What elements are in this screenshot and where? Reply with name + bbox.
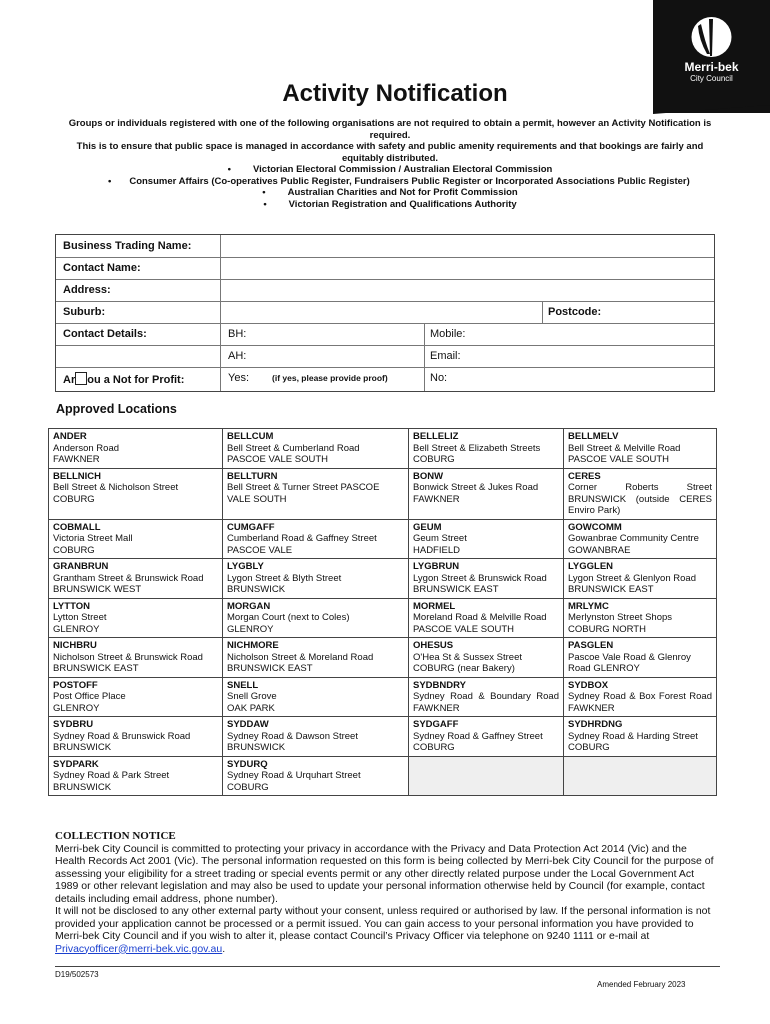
location-code: LYTTON <box>53 600 90 612</box>
location-cell <box>49 559 223 599</box>
location-line: GLENROY <box>227 623 274 635</box>
location-cell <box>409 717 564 757</box>
location-line: COBURG <box>413 742 455 753</box>
locations-table <box>48 428 717 796</box>
location-line: OAK PARK <box>227 702 275 714</box>
location-code: NICHMORE <box>227 640 279 651</box>
location-code: OHESUS <box>413 640 454 651</box>
no-label: No: <box>430 372 448 384</box>
logo-subtext: City Council <box>690 74 733 83</box>
location-code: BELLTURN <box>227 470 278 482</box>
location-row <box>49 756 717 796</box>
privacy-email-link[interactable]: Privacyofficer@merri-bek.vic.gov.au <box>55 942 223 955</box>
location-row <box>49 598 717 638</box>
location-cell <box>223 756 409 796</box>
location-cell <box>564 638 717 678</box>
location-code: SYDDAW <box>227 719 269 730</box>
notice-text: It will not be disclosed to any other external party without your consent, unless required or authorised by law. If the personal information is not provided your application cannot be processed or a permit issued. You can gain access to your personal information you have provided to Merri-bek City Council and if you wish to alter it, please contact Council’s Privacy Officer via telephone on 9240 1111 or e-mail at <box>55 905 711 942</box>
location-line: BRUNSWICK EAST <box>568 584 654 595</box>
location-line: BRUNSWICK WEST <box>53 584 142 595</box>
business-name-row[interactable] <box>56 235 714 258</box>
intro-bullet <box>60 187 720 199</box>
location-line: Bell Street & Turner Street PASCOE VALE SOUTH <box>227 482 380 505</box>
location-cell <box>564 598 717 638</box>
not-for-profit-checkbox[interactable] <box>75 372 87 385</box>
ah-label: AH: <box>228 350 247 362</box>
location-line: PASCOE VALE <box>227 544 293 556</box>
location-row <box>49 429 717 469</box>
location-code: CUMGAFF <box>227 521 275 533</box>
location-cell <box>409 468 564 519</box>
location-line: Bell Street & Nicholson Street <box>53 482 179 493</box>
location-code: SYDBOX <box>568 679 609 691</box>
location-line: Geum Street <box>413 533 467 544</box>
location-line: Sydney Road & Harding Street <box>568 730 698 742</box>
location-line: Sydney Road & Gaffney Street <box>413 730 543 742</box>
intro-bullet <box>60 176 720 188</box>
location-cell <box>223 429 409 469</box>
location-code: LYGGLEN <box>568 561 614 572</box>
contact-name-row[interactable] <box>56 257 714 280</box>
footer-rule <box>55 966 720 967</box>
location-line: GLENROY <box>53 623 100 635</box>
document-reference: D19/502573 <box>55 970 99 979</box>
nfp-label-b: ou a Not for Profit: <box>87 374 185 386</box>
contact-details-label: Contact Details: <box>63 328 147 340</box>
location-line: Nicholson Street & Moreland Road <box>227 651 374 663</box>
location-code: MORGAN <box>227 600 271 612</box>
intro-text <box>60 118 720 210</box>
postcode-label: Postcode: <box>548 306 602 318</box>
address-label: Address: <box>63 284 111 296</box>
location-code: BELLNICH <box>53 470 102 482</box>
location-line: Corner Roberts Street BRUNSWICK (outside CERES Enviro Park) <box>568 482 712 516</box>
location-line: BRUNSWICK EAST <box>227 663 313 674</box>
location-line: Bell Street & Elizabeth Streets <box>413 442 541 454</box>
empty-location-cell <box>564 756 717 796</box>
bullet-text: Consumer Affairs (Co-operatives Public Register, Fundraisers Public Register or Incorporated Associations Public Register) <box>129 175 690 187</box>
location-line: COBURG <box>413 454 455 465</box>
contact-details-row[interactable] <box>56 323 714 346</box>
location-cell <box>409 638 564 678</box>
location-cell <box>409 598 564 638</box>
location-cell <box>49 638 223 678</box>
location-code: PASGLEN <box>568 640 614 651</box>
location-line: Sydney Road & Box Forest Road FAWKNER <box>568 691 712 714</box>
location-line: COBURG (near Bakery) <box>413 663 515 674</box>
logo-text: Merri-bek <box>684 60 739 74</box>
location-code: LYGBLY <box>227 561 264 572</box>
empty-location-cell <box>409 756 564 796</box>
location-code: GEUM <box>413 521 442 533</box>
location-line: PASCOE VALE SOUTH <box>227 454 329 465</box>
page-title: Activity Notification <box>282 80 508 107</box>
address-row[interactable] <box>56 279 714 302</box>
location-code: SYDURQ <box>227 758 268 770</box>
location-code: LYGBRUN <box>413 561 460 572</box>
location-line: PASCOE VALE SOUTH <box>413 623 515 635</box>
location-cell <box>409 519 564 559</box>
location-line: Grantham Street & Brunswick Road <box>53 572 204 584</box>
location-line: GOWANBRAE <box>568 544 631 556</box>
location-line: Sydney Road & Park Street <box>53 770 170 781</box>
location-line: BRUNSWICK <box>227 584 286 595</box>
location-line: HADFIELD <box>413 544 460 556</box>
location-cell <box>564 519 717 559</box>
location-row <box>49 519 717 559</box>
location-line: BRUNSWICK <box>53 781 112 793</box>
location-line: Bell Street & Melville Road <box>568 442 681 454</box>
location-line: COBURG NORTH <box>568 623 646 635</box>
email-label: Email: <box>430 350 461 362</box>
location-line: Bonwick Street & Jukes Road <box>413 482 539 493</box>
suburb-label: Suburb: <box>63 306 106 318</box>
location-code: SYDPARK <box>53 758 99 770</box>
location-line: COBURG <box>53 493 95 505</box>
location-cell <box>409 559 564 599</box>
location-code: CERES <box>568 470 601 482</box>
bh-label: BH: <box>228 328 247 340</box>
postcode-divider <box>542 301 543 323</box>
location-line: BRUNSWICK EAST <box>413 584 499 595</box>
location-line: Pascoe Vale Road & Glenroy Road GLENROY <box>568 651 691 674</box>
location-line: Moreland Road & Melville Road <box>413 612 547 623</box>
location-code: MORMEL <box>413 600 456 612</box>
location-line: Victoria Street Mall <box>53 533 133 544</box>
intro-bullet <box>60 199 720 211</box>
location-row <box>49 717 717 757</box>
notice-paragraph-2 <box>55 905 720 955</box>
location-cell <box>564 429 717 469</box>
location-line: COBURG <box>568 742 610 753</box>
location-code: SYDHRDNG <box>568 719 623 730</box>
location-cell <box>223 638 409 678</box>
yes-note: (if yes, please provide proof) <box>272 373 388 383</box>
location-code: GOWCOMM <box>568 521 622 533</box>
no-divider <box>424 367 425 391</box>
location-cell <box>223 598 409 638</box>
location-line: Sydney Road & Urquhart Street <box>227 770 361 781</box>
contact-name-label: Contact Name: <box>63 262 141 274</box>
location-line: Anderson Road <box>53 442 120 454</box>
location-cell <box>49 756 223 796</box>
mobile-label: Mobile: <box>430 328 466 340</box>
phone-divider <box>424 323 425 345</box>
location-row <box>49 559 717 599</box>
location-line: BRUNSWICK <box>53 742 112 753</box>
location-line: Gowanbrae Community Centre <box>568 533 699 544</box>
not-for-profit-row[interactable] <box>56 367 714 391</box>
location-cell <box>409 429 564 469</box>
location-line: BRUNSWICK <box>227 742 286 753</box>
location-code: SYDBRU <box>53 719 94 730</box>
location-line: Cumberland Road & Gaffney Street <box>227 533 377 544</box>
business-name-label: Business Trading Name: <box>63 240 192 252</box>
location-line: Sydney Road & Dawson Street <box>227 730 358 742</box>
location-row <box>49 638 717 678</box>
location-line: Sydney Road & Brunswick Road <box>53 730 191 742</box>
collection-notice <box>55 830 720 955</box>
location-cell <box>564 468 717 519</box>
location-line: Nicholson Street & Brunswick Road <box>53 651 203 663</box>
location-code: MRLYMC <box>568 600 609 612</box>
not-for-profit-label <box>63 372 184 386</box>
notice-paragraph-1: Merri-bek City Council is committed to protecting your privacy in accordance with the Privacy and Data Protection Act 2014 (Vic) and the Health Records Act 2001 (Vic). The personal information requested on this form is being collected by Merri-bek City Council for the purpose of assessing your eligibility for a street trading or special events permit or any other directly related purpose under the Local Government Act 1989 or other relevant legislation and may also be used to update your personal information otherwise held by Council (for example, contact details including email address, phone number). <box>55 842 714 905</box>
merri-bek-logo-icon <box>687 16 736 58</box>
location-code: SYDBNDRY <box>413 679 466 691</box>
intro-line-2: This is to ensure that public space is managed in accordance with safety and public amenity requirements and that bookings are fairly and equitably distributed. <box>76 141 704 164</box>
location-code: BONW <box>413 470 444 482</box>
location-code: COBMALL <box>53 521 101 533</box>
location-line: Snell Grove <box>227 691 277 702</box>
location-line: Merlynston Street Shops <box>568 612 673 623</box>
location-cell <box>223 677 409 717</box>
location-code: BELLMELV <box>568 431 619 442</box>
location-code: NICHBRU <box>53 640 97 651</box>
suburb-row[interactable] <box>56 301 714 324</box>
location-line: PASCOE VALE SOUTH <box>568 454 670 465</box>
location-line: Bell Street & Cumberland Road <box>227 442 360 454</box>
location-line: O'Hea St & Sussex Street <box>413 651 522 663</box>
location-line: FAWKNER <box>413 493 460 505</box>
locations-heading: Approved Locations <box>56 402 177 416</box>
location-line: Lygon Street & Blyth Street <box>227 572 342 584</box>
location-cell <box>409 677 564 717</box>
location-row <box>49 677 717 717</box>
bullet-text: Victorian Registration and Qualifications Authority <box>288 198 517 210</box>
location-code: SYDGAFF <box>413 719 459 730</box>
location-line: BRUNSWICK EAST <box>53 663 139 674</box>
location-line: Sydney Road & Boundary Road FAWKNER <box>413 691 559 714</box>
location-cell <box>49 519 223 559</box>
location-cell <box>49 677 223 717</box>
location-line: GLENROY <box>53 702 100 714</box>
notice-title: COLLECTION NOTICE <box>55 830 176 842</box>
location-cell <box>223 559 409 599</box>
location-line: Post Office Place <box>53 691 126 702</box>
location-line: Lytton Street <box>53 612 107 623</box>
location-cell <box>49 717 223 757</box>
location-cell <box>564 717 717 757</box>
location-code: POSTOFF <box>53 679 98 691</box>
nfp-label-a: Ar <box>63 374 76 386</box>
location-code: GRANBRUN <box>53 561 109 572</box>
location-code: BELLCUM <box>227 431 274 442</box>
location-code: ANDER <box>53 431 87 442</box>
location-cell <box>223 468 409 519</box>
notice-end: . <box>222 942 226 955</box>
location-code: BELLELIZ <box>413 431 459 442</box>
location-cell <box>223 717 409 757</box>
location-line: COBURG <box>53 544 95 556</box>
email-divider <box>424 345 425 367</box>
amended-date: Amended February 2023 <box>597 980 686 989</box>
location-line: COBURG <box>227 781 269 793</box>
yes-label: Yes: <box>228 372 250 384</box>
location-line: Lygon Street & Glenlyon Road <box>568 572 696 584</box>
bullet-text: Victorian Electoral Commission / Australian Electoral Commission <box>252 164 553 175</box>
location-cell <box>49 429 223 469</box>
location-cell <box>564 559 717 599</box>
location-cell <box>49 598 223 638</box>
applicant-form <box>55 234 715 392</box>
ah-email-row[interactable] <box>56 345 714 368</box>
location-row <box>49 468 717 519</box>
location-cell <box>223 519 409 559</box>
intro-line-1: Groups or individuals registered with one of the following organisations are not required to obtain a permit, however an Activity Notification is required. <box>68 118 712 141</box>
intro-bullet <box>60 164 720 176</box>
location-line: Lygon Street & Brunswick Road <box>413 572 547 584</box>
location-cell <box>49 468 223 519</box>
bullet-text: Australian Charities and Not for Profit Commission <box>287 187 518 198</box>
location-code: SNELL <box>227 679 259 691</box>
location-cell <box>564 677 717 717</box>
location-line: FAWKNER <box>53 454 100 465</box>
location-line: Morgan Court (next to Coles) <box>227 612 350 623</box>
